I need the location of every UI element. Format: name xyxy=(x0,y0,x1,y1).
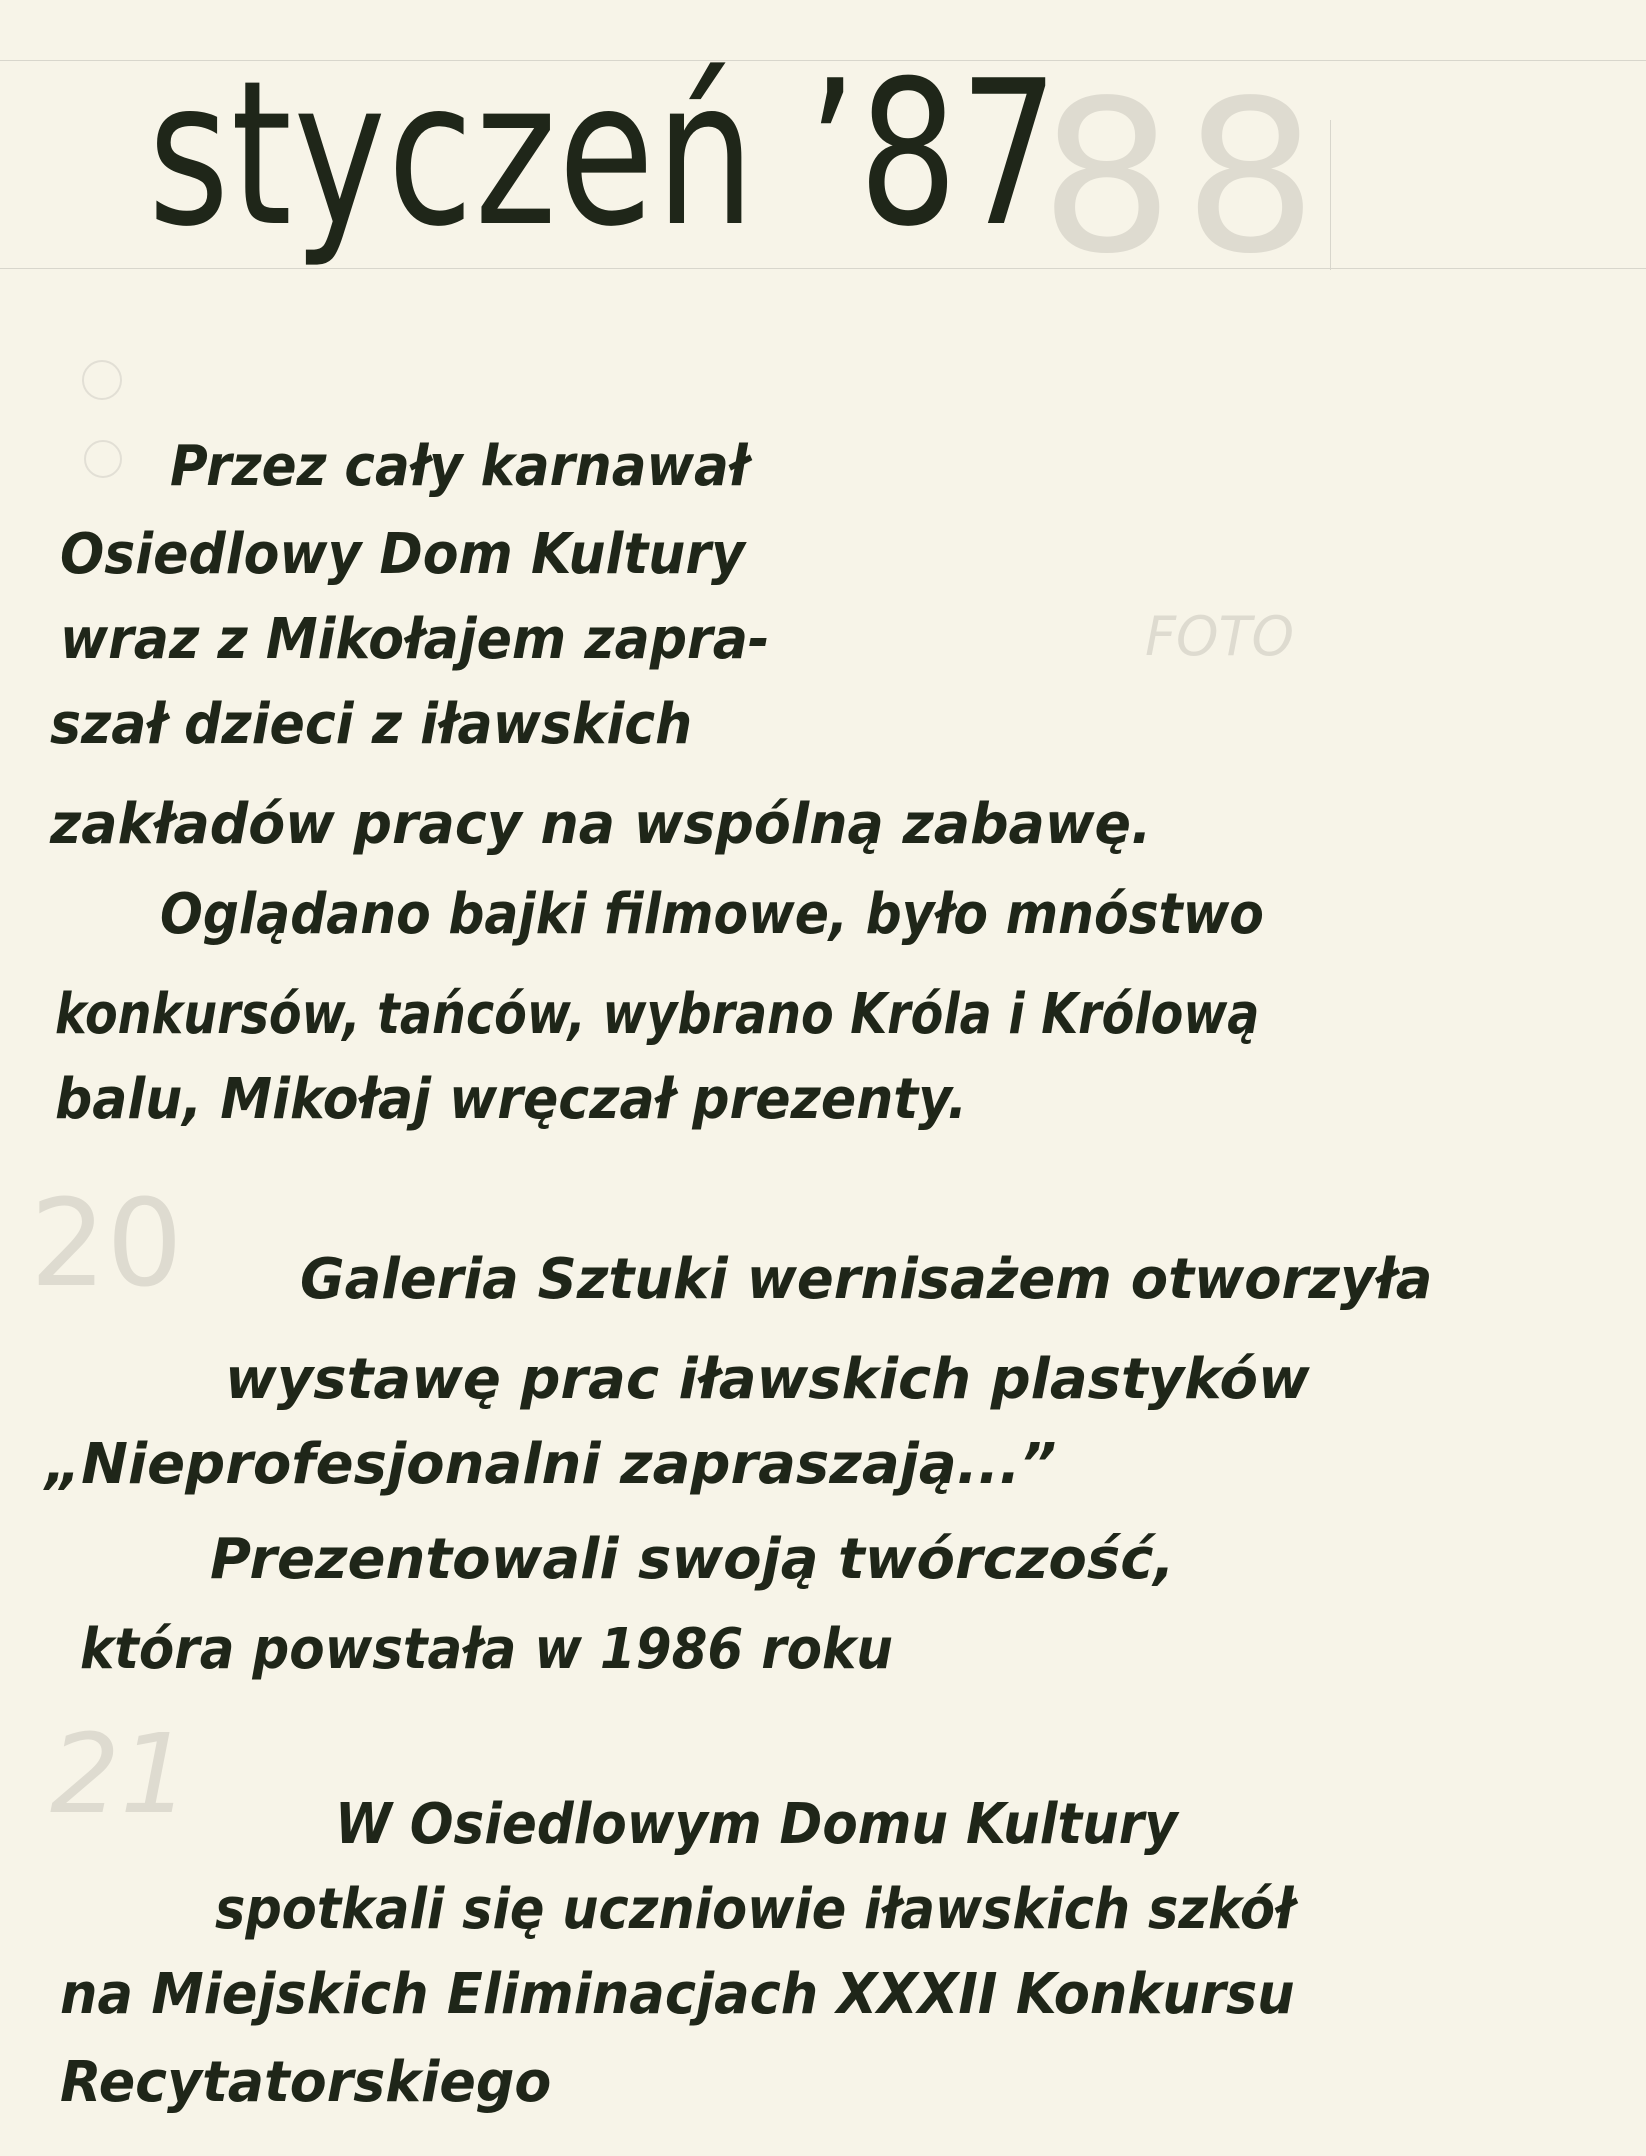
paragraph-1-line-1: Przez cały karnawał xyxy=(170,434,749,499)
paragraph-3-line-2: spotkali się uczniowie iławskich szkół xyxy=(215,1877,1295,1942)
pencil-circle-mark xyxy=(84,440,122,478)
pencil-note-foto: FOTO xyxy=(1145,605,1295,668)
pencil-guideline xyxy=(1330,120,1331,270)
paragraph-1-line-6: Oglądano bajki filmowe, było mnóstwo xyxy=(160,882,1264,947)
paragraph-1-line-4: szał dzieci z iławskich xyxy=(50,692,693,757)
paragraph-2-line-4: Prezentowali swoją twórczość, xyxy=(210,1527,1175,1592)
page-title: styczeń ’87 xyxy=(148,38,1061,271)
paragraph-3-line-4: Recytatorskiego xyxy=(60,2050,552,2115)
paragraph-2-line-5: która powstała w 1986 roku xyxy=(80,1617,893,1682)
paragraph-1-line-5: zakładów pracy na wspólną zabawę. xyxy=(50,792,1152,857)
pencil-circle-mark xyxy=(82,360,122,400)
paragraph-1-line-7: konkursów, tańców, wybrano Króla i Królową xyxy=(55,982,1260,1047)
paragraph-3-line-3: na Miejskich Eliminacjach XXXII Konkursu xyxy=(60,1962,1295,2027)
pencil-number-21: 21 xyxy=(50,1710,190,1838)
pencil-number-20: 20 xyxy=(30,1175,183,1314)
paragraph-3-line-1: W Osiedlowym Domu Kultury xyxy=(335,1792,1178,1857)
paragraph-1-line-2: Osiedlowy Dom Kultury xyxy=(60,522,746,587)
paragraph-2-line-1: Galeria Sztuki wernisażem otworzyła xyxy=(300,1247,1433,1312)
paragraph-1-line-3: wraz z Mikołajem zapra- xyxy=(60,607,770,672)
paragraph-1-line-8: balu, Mikołaj wręczał prezenty. xyxy=(55,1067,968,1132)
pencil-title-ghost: 88 xyxy=(1040,55,1328,300)
paragraph-2-line-3: „Nieprofesjonalni zapraszają...” xyxy=(45,1432,1057,1497)
paragraph-2-line-2: wystawę prac iławskich plastyków xyxy=(225,1347,1310,1412)
